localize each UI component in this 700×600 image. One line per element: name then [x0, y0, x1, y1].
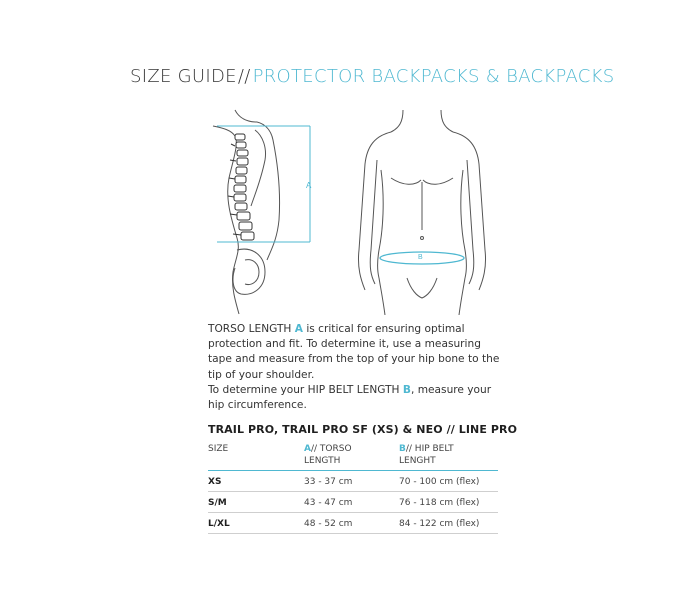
table-row — [208, 492, 498, 513]
torso-front-view-illustration — [355, 100, 490, 315]
title-subtitle: PROTECTOR BACKPACKS & BACKPACKS — [252, 66, 615, 87]
header-torso — [304, 443, 352, 467]
intro-p2-marker: B — [402, 383, 411, 396]
intro-p2-a: To determine your HIP BELT LENGTH — [208, 383, 403, 396]
size-table — [208, 440, 498, 534]
header-hip-marker: B — [399, 444, 406, 454]
table-row — [208, 513, 498, 534]
cell-size: S/M — [208, 498, 227, 508]
header-torso-label-a: // TORSO — [310, 444, 352, 454]
header-torso-marker: A — [304, 444, 311, 454]
title-main: SIZE GUIDE — [130, 66, 237, 87]
cell-size: XS — [208, 477, 222, 487]
intro-p2-b: , measure your hip circumference. — [208, 383, 492, 412]
header-hip-label-a: // HIP BELT — [405, 444, 454, 454]
cell-torso: 43 - 47 cm — [304, 498, 353, 508]
header-hip-label-b: LENGHT — [399, 456, 436, 466]
header-size: SIZE — [208, 444, 229, 454]
hip-marker-label: B — [418, 254, 423, 261]
table-header — [208, 440, 498, 470]
cell-torso: 48 - 52 cm — [304, 519, 353, 529]
title-separator: // — [237, 66, 251, 87]
intro-p1-marker: A — [294, 323, 303, 335]
intro-p1-b: is critical for ensuring optimal protection and fit. To determine it, use a measuring tape and measure from the top of your hip bone to the tip of your shoulder. — [208, 323, 500, 381]
header-hip — [399, 443, 454, 467]
cell-size: L/XL — [208, 519, 230, 529]
intro-p1-a: TORSO LENGTH — [208, 323, 295, 335]
cell-hip: 76 - 118 cm (flex) — [399, 498, 480, 508]
spine-side-view-illustration — [195, 100, 345, 315]
cell-hip: 70 - 100 cm (flex) — [399, 477, 480, 487]
intro-text — [208, 322, 508, 413]
cell-hip: 84 - 122 cm (flex) — [399, 519, 480, 529]
table-row — [208, 471, 498, 492]
page-title — [130, 66, 615, 87]
header-torso-label-b: LENGTH — [304, 456, 341, 466]
torso-marker-label: A — [306, 181, 312, 190]
table-title: TRAIL PRO, TRAIL PRO SF (XS) & NEO // LINE PRO — [208, 423, 518, 436]
cell-torso: 33 - 37 cm — [304, 477, 353, 487]
